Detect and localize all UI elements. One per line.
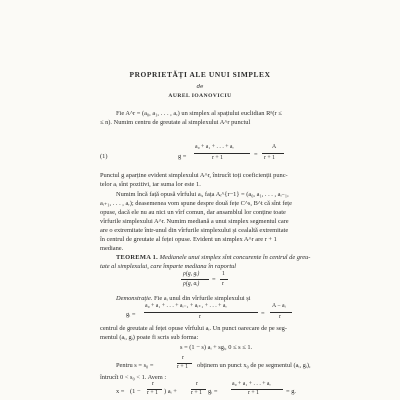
parametric-equation: s = (1 − s) aᵢ + sgᵢ, 0 ≤ s ≤ 1. [180, 344, 253, 351]
fraction-bar [181, 279, 209, 280]
equation-mid: ) aᵢ + [164, 388, 177, 395]
fraction-denominator: r + 1 [248, 390, 259, 396]
equation-numerator-2: A [272, 144, 277, 150]
text-line: aᵢ₊₁, . . . , aᵣ); deasemenea vom spune despre două fețe C^s, B^t că sînt fețe [100, 200, 292, 207]
equation-lhs: x = [116, 388, 125, 395]
fraction-bar [262, 153, 284, 154]
text-line: întrucît 0 < s₀ < 1. Avem : [100, 374, 167, 381]
equation-lhs: gᵢ = [126, 311, 136, 318]
paper-title: PROPRIETĂȚI ALE UNUI SIMPLEX [129, 70, 271, 79]
equation-denominator: r + 1 [212, 155, 223, 161]
author-name: AUREL IOANOVICIU [168, 93, 232, 99]
text-line: mentul (aᵢ, gᵢ) poate fi scris sub forma: [100, 334, 199, 341]
demonstration-line [116, 295, 251, 303]
fraction-bar [220, 279, 228, 280]
text-line: Fie A^r = (a₀, a₁, . . . , aᵣ) un simplex al spațiului euclidian Rⁿ(r ≤ [116, 110, 282, 117]
fraction-bar [194, 153, 250, 154]
equation-lhs: g = [178, 153, 187, 160]
ratio-denominator: ρ(g, aᵢ) [183, 281, 200, 287]
text-line: telor aᵢ sînt pozitivi, iar suma lor este 1. [100, 181, 201, 188]
text-line: vîrfurile simplexului A^r. Numim mediană a unui simplex segmentul care [100, 218, 289, 225]
fraction-denominator: r + 1 [191, 390, 202, 396]
text-line: Numim încă față opusă vîrfului aᵢ, fața Aᵢ^{r−1} = (a₀, a₁, . . . , aᵢ₋₁, [116, 191, 289, 198]
fraction-bar [144, 312, 258, 313]
demonstration-label: Demonstrație. [116, 295, 153, 302]
text-line: Punctul g aparține evident simplexului A^r, întrucît toți coeficienții punc- [100, 172, 288, 179]
fraction-numerator: a₀ + a₁ + . . . + aᵣ [232, 381, 271, 387]
text-line: centrul de greutate al feței opuse vîrfului aᵢ. Un punct oarecare de pe seg- [100, 325, 287, 332]
text-line: în centrul de greutate al feței opuse. Evident un simplex A^r are r + 1 [100, 236, 277, 243]
equation-denominator: r [199, 314, 201, 320]
text-line: opuse, dacă ele nu au nici un vîrf comun, dar ansamblul lor conține toate [100, 209, 286, 216]
ratio-numerator: ρ(g, gᵢ) [183, 271, 200, 277]
ratio-equals: = [212, 276, 216, 283]
equation-numerator: a₀ + a₁ + . . . + aᵣ [195, 144, 234, 150]
theorem-line: tate al simplexului, care împarte mediana în raportul [100, 263, 237, 270]
theorem-line [116, 254, 310, 262]
equation-numerator-2: A − aᵢ [272, 303, 286, 309]
equation-equals: = [261, 310, 265, 317]
text-line: mediane. [100, 245, 124, 252]
equation-equals: = [254, 151, 258, 158]
fraction-numerator: r [182, 355, 184, 361]
ratio-value-numerator: 1 [222, 271, 225, 277]
text-line: obținem un punct x₀ de pe segmentul (aᵢ, gᵢ), [197, 362, 311, 369]
equation-number: (1) [100, 153, 108, 160]
equation-denominator-2: r [279, 314, 281, 320]
demonstration-intro: Fie aᵢ unul din vîrfurile simplexului și [154, 295, 251, 302]
text-line: ≤ n). Numim centru de greutate al simplexului A^r punctul [100, 119, 251, 126]
equation-g: gᵢ = [208, 388, 218, 395]
fraction-numerator: r [196, 381, 198, 387]
ratio-value-denominator: r [222, 281, 224, 287]
theorem-text: Medianele unui simplex sînt concurente în centrul de greu- [159, 254, 311, 261]
fraction-numerator: r [152, 381, 154, 387]
fraction-denominator: r + 1 [177, 364, 188, 370]
equation-denominator-2: r + 1 [264, 155, 275, 161]
text-line: Pentru s = s₀ = [116, 362, 154, 369]
fraction-denominator: r + 1 [147, 390, 158, 396]
theorem-label: TEOREMA 1. [116, 254, 159, 261]
text-line: are o extremitate într-unul din vîrfurile simplexului și cealaltă extremitate [100, 227, 289, 234]
equation-numerator: a₀ + a₁ + . . . + aᵢ₋₁ + aᵢ₊₁ + . . . + aᵣ [145, 303, 227, 309]
byline-de: de [196, 84, 204, 90]
fraction-bar [270, 312, 292, 313]
equation-paren: (1 − [130, 388, 141, 395]
equation-end: = g. [286, 388, 296, 395]
